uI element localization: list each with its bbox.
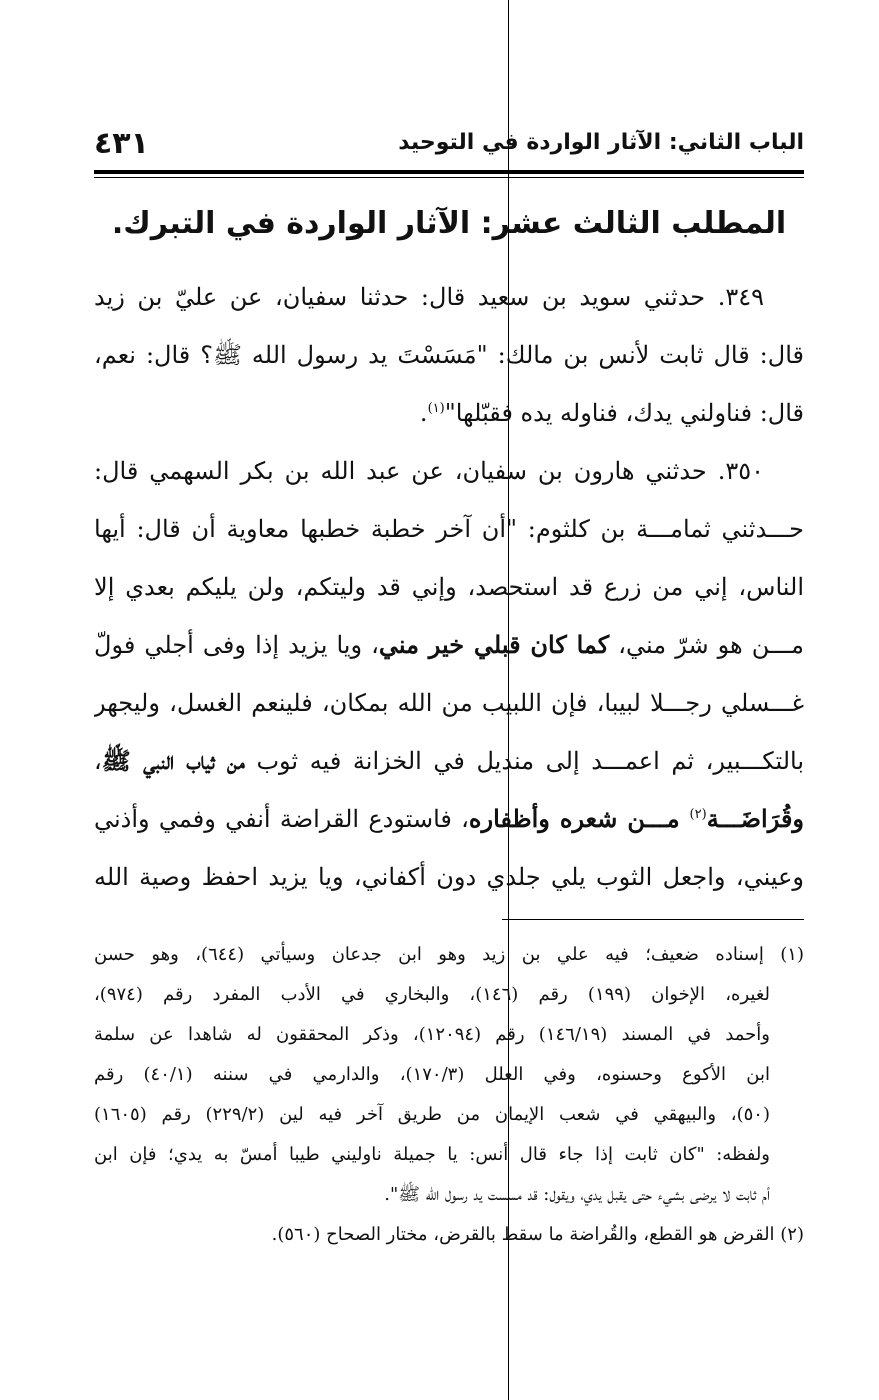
- text-span: ، ويا يزيد إذا وفى أجلي فولّ: [94, 631, 379, 659]
- text-line: [94, 384, 804, 442]
- footnote-line: لغيره، الإخوان (١٩٩) رقم (١٤٦)، والبخاري في الأدب المفرد رقم (٩٧٤)،: [94, 984, 770, 1005]
- section-title: المطلب الثالث عشر: الآثار الواردة في التبرك.: [111, 206, 787, 241]
- text-span: قال: فناولني يدك، فناوله يده فقبّلها": [444, 399, 804, 427]
- footnotes: [94, 935, 804, 1255]
- footnote-line: (٢) القرض هو القطع، والقُراضة ما سقط بالقرض، مختار الصحاح (٥٦٠).: [271, 1224, 804, 1245]
- text-line: قال: قال ثابت لأنس بن مالك: "مَسَسْتَ يد رسول الله ﷺ؟ قال: نعم،: [94, 341, 804, 369]
- footnote-line: (٥٠)، والبيهقي في شعب الإيمان من طريق آخر فيه لين (٢٢٩/٢) رقم (١٦٠٥): [94, 1104, 770, 1125]
- text-line: ٣٤٩. حدثني سويد بن سعيد قال: حدثنا سفيان، عن عليّ بن زيد: [94, 283, 764, 311]
- bold-phrase: وقُرَاضَـــة: [706, 804, 804, 833]
- text-line: [94, 732, 804, 790]
- text-line: حـــدثني ثمامـــة بن كلثوم: "أن آخر خطبة خطبها معاوية أن قال: أيها: [94, 515, 804, 543]
- text-line: وعيني، واجعل الثوب يلي جلدي دون أكفاني، ويا يزيد احفظ وصية الله: [94, 863, 804, 891]
- main-text: [94, 268, 804, 906]
- footnote-separator: [502, 919, 804, 920]
- footnote-line: ابن الأكوع وحسنوه، وفي العلل (١٧٠/٣)، والدارمي في سننه (٤٠/١) رقم: [94, 1064, 770, 1085]
- header-title: الباب الثاني: الآثار الواردة في التوحيد: [398, 130, 804, 155]
- header-rule-thick: [94, 170, 804, 174]
- text-span: مـــن هو شرّ مني،: [609, 631, 804, 659]
- text-line: الناس، إني من زرع قد استحصد، وإني قد وليتكم، ولن يليكم بعدي إلا: [94, 573, 804, 601]
- text-line: [94, 616, 804, 674]
- text-span: ، فاستودع القراضة أنفي وفمي وأذني: [94, 805, 469, 833]
- footnote-ref: (١): [427, 401, 445, 416]
- running-header: [94, 126, 804, 166]
- text-span: ،: [94, 747, 102, 775]
- text-line: غـــسلي رجـــلا لبيبا، فإن اللبيب من الله بمكان، فلينعم الغسل، وليجهر: [94, 689, 804, 717]
- footnote-line: وأحمد في المسند (١٤٦/١٩) رقم (١٢٠٩٤)، وذكر المحققون له شاهدا عن سلمة: [94, 1024, 770, 1045]
- bold-phrase: كما كان قبلي خير مني: [378, 630, 610, 659]
- text-line: [94, 790, 804, 848]
- footnote-line: ولفظه: "كان ثابت إذا جاء قال أنس: يا جميلة ناوليني طيبا أمسّ به يدي؛ فإن ابن: [94, 1144, 770, 1165]
- footnote-ref: (٢): [689, 807, 707, 822]
- header-rule-thin: [94, 177, 804, 178]
- text-line: ٣٥٠. حدثني هارون بن سفيان، عن عبد الله بن بكر السهمي قال:: [94, 457, 764, 485]
- text-span: بالتكـــبير، ثم اعمـــد إلى منديل في الخزانة فيه ثوب: [244, 747, 804, 775]
- bold-phrase: من ثياب النبي ﷺ: [101, 746, 245, 775]
- footnote-line: (١) إسناده ضعيف؛ فيه علي بن زيد وهو ابن جدعان وسيأتي (٦٤٤)، وهو حسن: [94, 944, 804, 965]
- text-span: .: [419, 399, 428, 427]
- page-number: ٤٣١: [94, 126, 149, 161]
- footnote-line: أم ثابت لا يرضى بشيء حتى يقبل يدي، ويقول: قد مسست يد رسول الله ﷺ".: [384, 1184, 770, 1205]
- bold-phrase: مـــن شعره وأظفاره: [468, 804, 690, 833]
